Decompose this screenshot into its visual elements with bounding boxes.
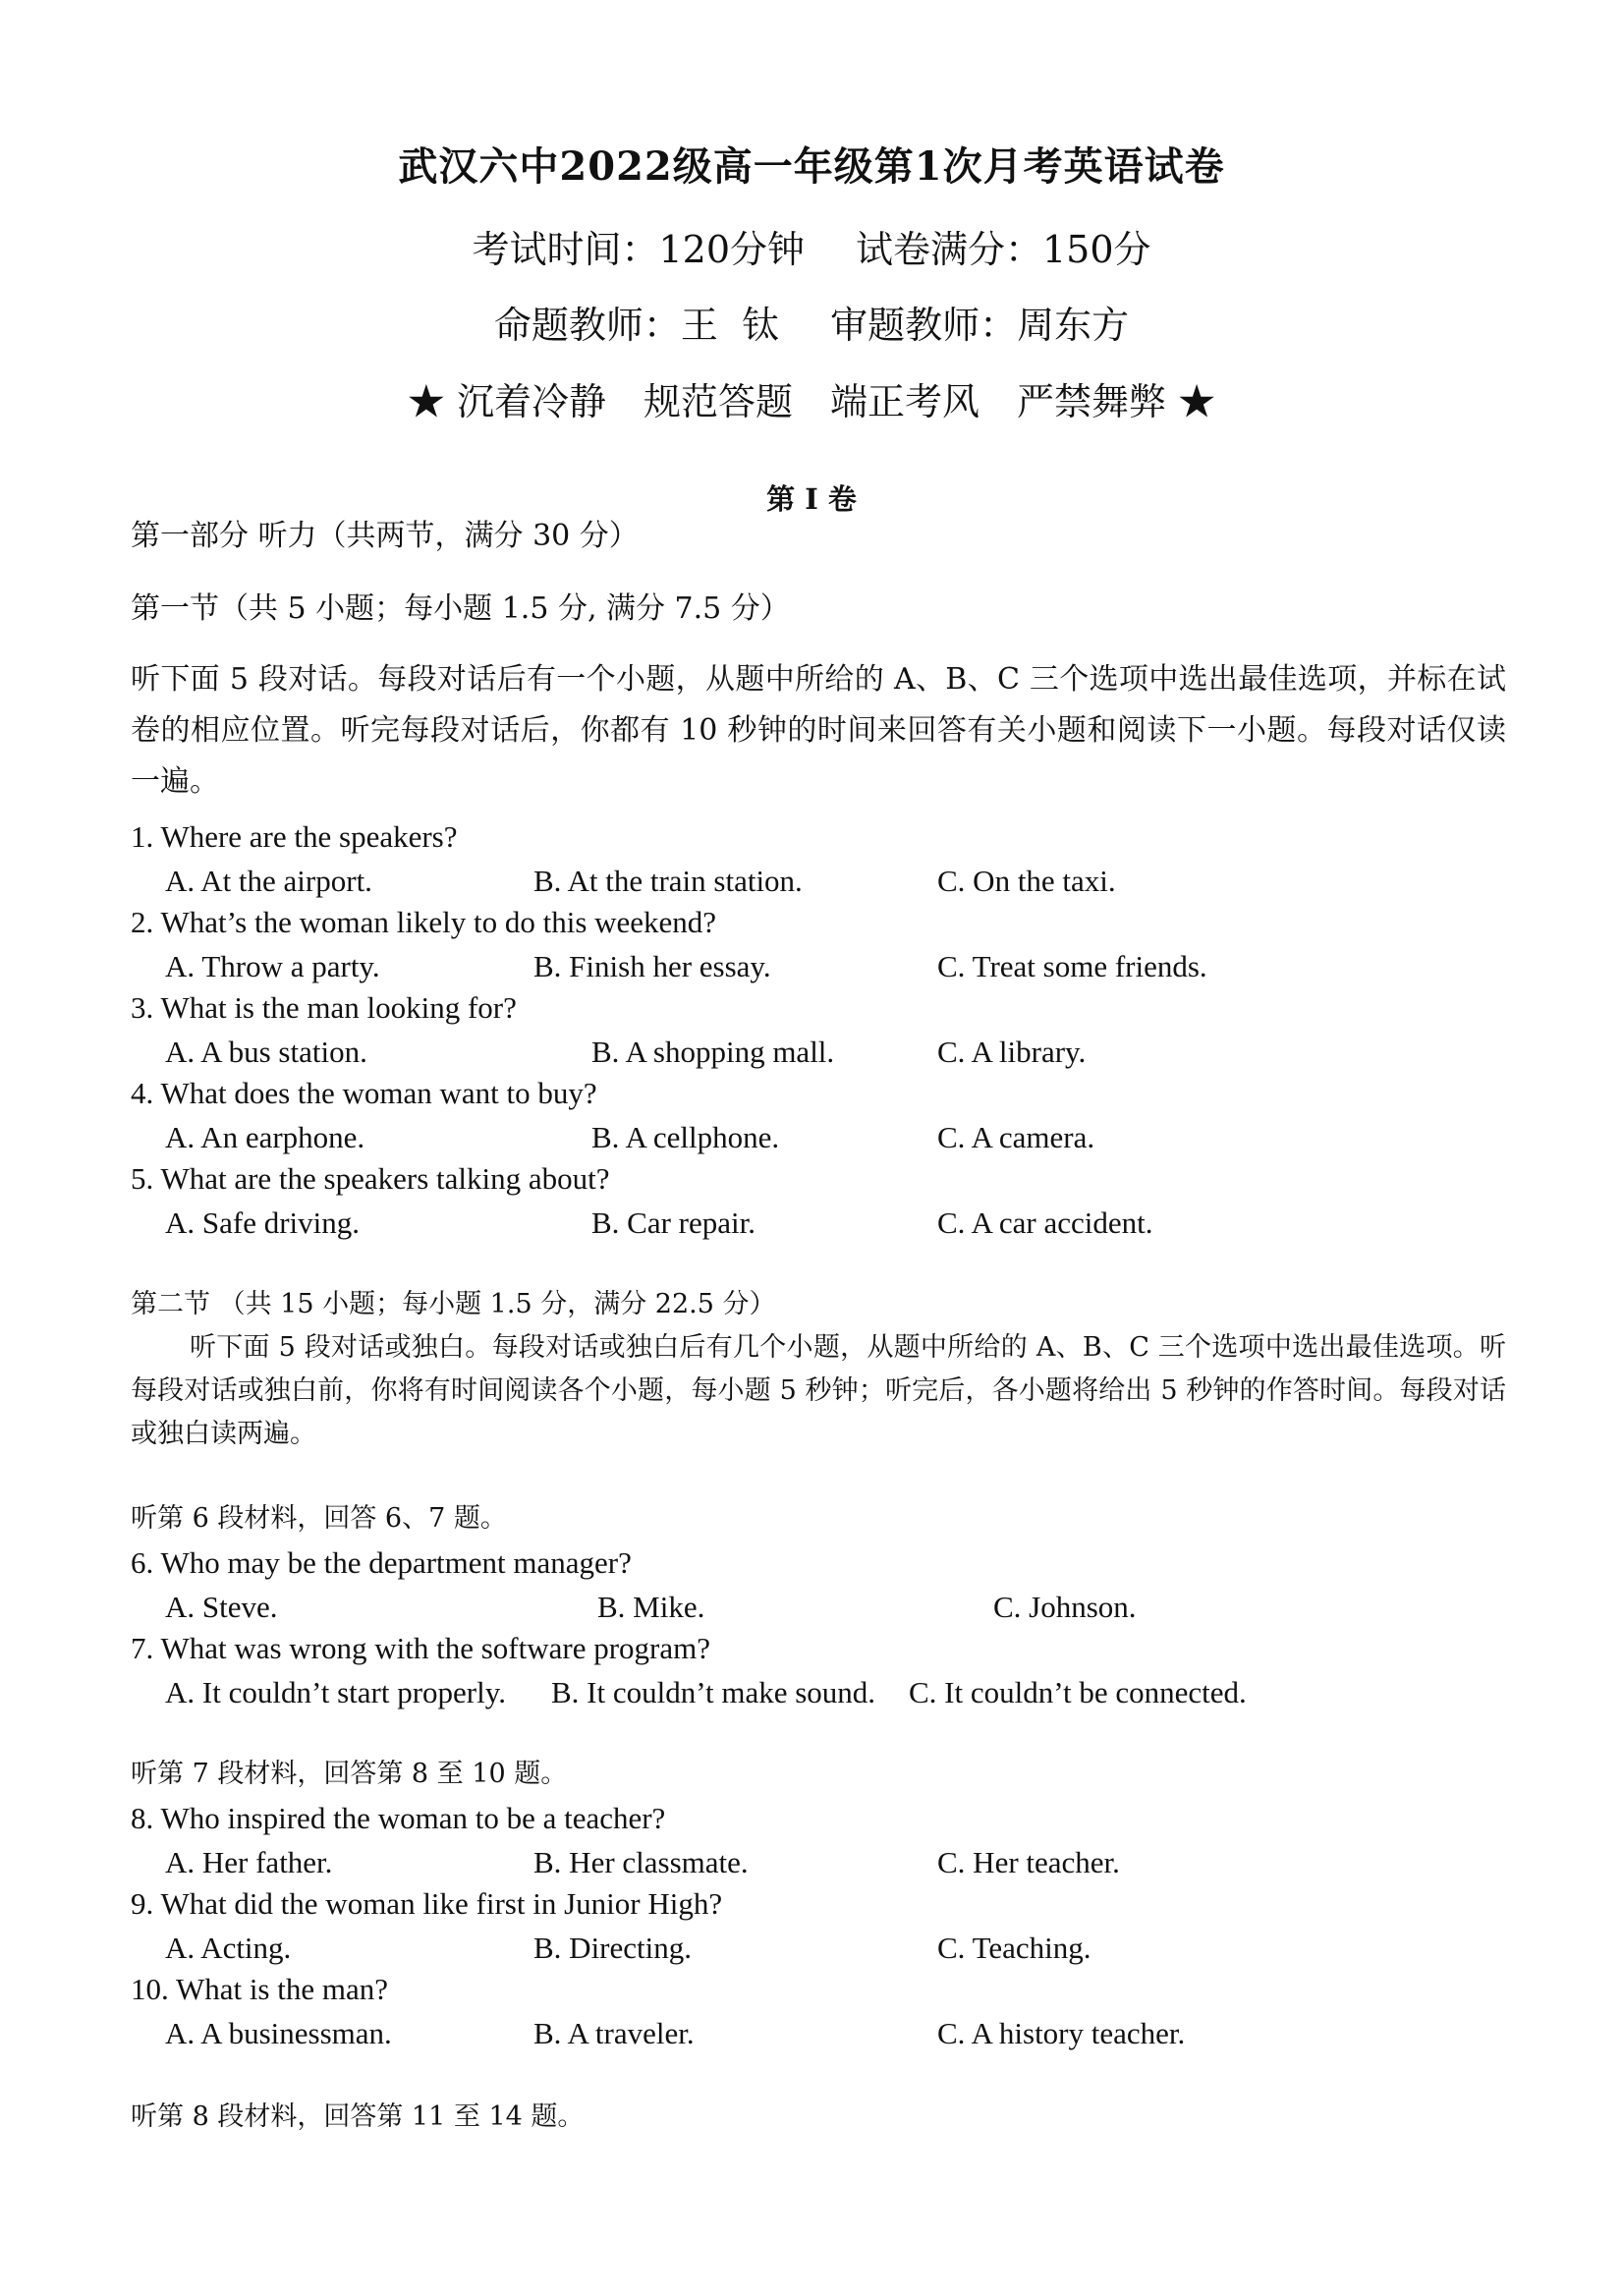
- exam-title: 武汉六中2022级高一年级第1次月考英语试卷: [398, 143, 1225, 190]
- question-4-options: [0, 1118, 1623, 1157]
- option-c: C. Johnson.: [993, 1590, 1137, 1624]
- section1-heading: 第一节（共 5 小题；每小题 1.5 分, 满分 7.5 分）: [131, 591, 790, 626]
- option-b: B. A traveler.: [533, 2016, 695, 2050]
- exam-time-and-score: [0, 219, 1623, 273]
- option-a: A. A bus station.: [165, 1035, 367, 1069]
- option-c: C. On the taxi.: [937, 864, 1116, 898]
- option-c: C. Treat some friends.: [937, 949, 1207, 983]
- option-a: A. Throw a party.: [165, 949, 380, 983]
- question-3-options: [0, 1033, 1623, 1072]
- option-b: B. A shopping mall.: [591, 1035, 835, 1069]
- question-3: 3. What is the man looking for?: [131, 990, 517, 1025]
- exam-time: 考试时间：120分钟: [472, 228, 805, 271]
- motto-item: 规范答题: [643, 380, 793, 423]
- question-10: 10. What is the man?: [131, 1972, 389, 2006]
- option-c: C. A history teacher.: [937, 2016, 1186, 2050]
- question-6-options: [0, 1588, 1623, 1627]
- option-b: B. A cellphone.: [591, 1120, 780, 1154]
- option-b: B. Finish her essay.: [533, 949, 771, 983]
- material-7-heading: 听第 7 段材料，回答第 8 至 10 题。: [131, 1759, 568, 1789]
- option-c: C. Teaching.: [937, 1931, 1091, 1965]
- option-a: A. Safe driving.: [165, 1205, 361, 1240]
- full-score: 试卷满分：150分: [856, 228, 1151, 271]
- question-7: 7. What was wrong with the software program?: [131, 1631, 710, 1665]
- question-2: 2. What’s the woman likely to do this weekend?: [131, 905, 717, 939]
- question-10-options: [0, 2014, 1623, 2053]
- option-c: C. It couldn’t be connected.: [909, 1675, 1247, 1709]
- option-b: B. Mike.: [597, 1590, 705, 1624]
- section2-heading: 第二节 （共 15 小题；每小题 1.5 分，满分 22.5 分）: [131, 1289, 776, 1319]
- reviewer-teacher: 审题教师：周东方: [830, 304, 1130, 347]
- option-b: B. Car repair.: [591, 1205, 756, 1240]
- question-2-options: [0, 947, 1623, 986]
- motto-item: 严禁舞弊 ★: [1017, 380, 1216, 423]
- question-6: 6. Who may be the department manager?: [131, 1545, 632, 1580]
- material-6-heading: 听第 6 段材料，回答 6、7 题。: [131, 1503, 507, 1534]
- option-c: C. A car accident.: [937, 1205, 1153, 1240]
- volume-label: 第 I 卷: [766, 482, 857, 516]
- option-c: C. A camera.: [937, 1120, 1095, 1154]
- question-4: 4. What does the woman want to buy?: [131, 1076, 597, 1110]
- option-a: A. Acting.: [165, 1931, 292, 1965]
- option-a: A. An earphone.: [165, 1120, 365, 1154]
- option-a: A. Her father.: [165, 1845, 333, 1879]
- motto-item: 端正考风: [830, 380, 980, 423]
- motto-item: ★ 沉着冷静: [407, 380, 606, 423]
- option-c: C. Her teacher.: [937, 1845, 1120, 1879]
- option-b: B. It couldn’t make sound.: [551, 1675, 876, 1709]
- question-8-options: [0, 1843, 1623, 1882]
- section2-instructions: 听下面 5 段对话或独白。每段对话或独白后有几个小题，从题中所给的 A、B、C 三个选项中选出最佳选项。听每段对话或独白前，你将有时间阅读各个小题，每小题 5 秒钟；听完后，各小题将给出 5 秒钟的作答时间。每段对话或独白读两遍。: [131, 1332, 1506, 1449]
- part1-heading: 第一部分 听力（共两节，满分 30 分）: [131, 519, 639, 553]
- exam-teachers: [0, 295, 1623, 349]
- setter-teacher: 命题教师：王 钛: [493, 304, 780, 347]
- option-a: A. A businessman.: [165, 2016, 392, 2050]
- question-1-options: [0, 862, 1623, 901]
- option-a: A. Steve.: [165, 1590, 278, 1624]
- question-5-options: [0, 1204, 1623, 1243]
- question-9-options: [0, 1929, 1623, 1968]
- option-a: A. At the airport.: [165, 864, 372, 898]
- question-8: 8. Who inspired the woman to be a teacher?: [131, 1801, 666, 1835]
- option-a: A. It couldn’t start properly.: [165, 1675, 506, 1709]
- question-1: 1. Where are the speakers?: [131, 819, 458, 854]
- option-b: B. Directing.: [533, 1931, 692, 1965]
- option-c: C. A library.: [937, 1035, 1087, 1069]
- question-9: 9. What did the woman like first in Junior High?: [131, 1886, 723, 1921]
- material-8-heading: 听第 8 段材料，回答第 11 至 14 题。: [131, 2101, 585, 2132]
- question-7-options: [0, 1673, 1623, 1712]
- section1-instructions: 听下面 5 段对话。每段对话后有一个小题，从题中所给的 A、B、C 三个选项中选出最佳选项，并标在试卷的相应位置。听完每段对话后，你都有 10 秒钟的时间来回答有关小题和阅读下一小题。每段对话仅读一遍。: [131, 662, 1506, 799]
- question-5: 5. What are the speakers talking about?: [131, 1161, 610, 1196]
- option-b: B. Her classmate.: [533, 1845, 749, 1879]
- option-b: B. At the train station.: [533, 864, 803, 898]
- exam-motto: [0, 371, 1623, 425]
